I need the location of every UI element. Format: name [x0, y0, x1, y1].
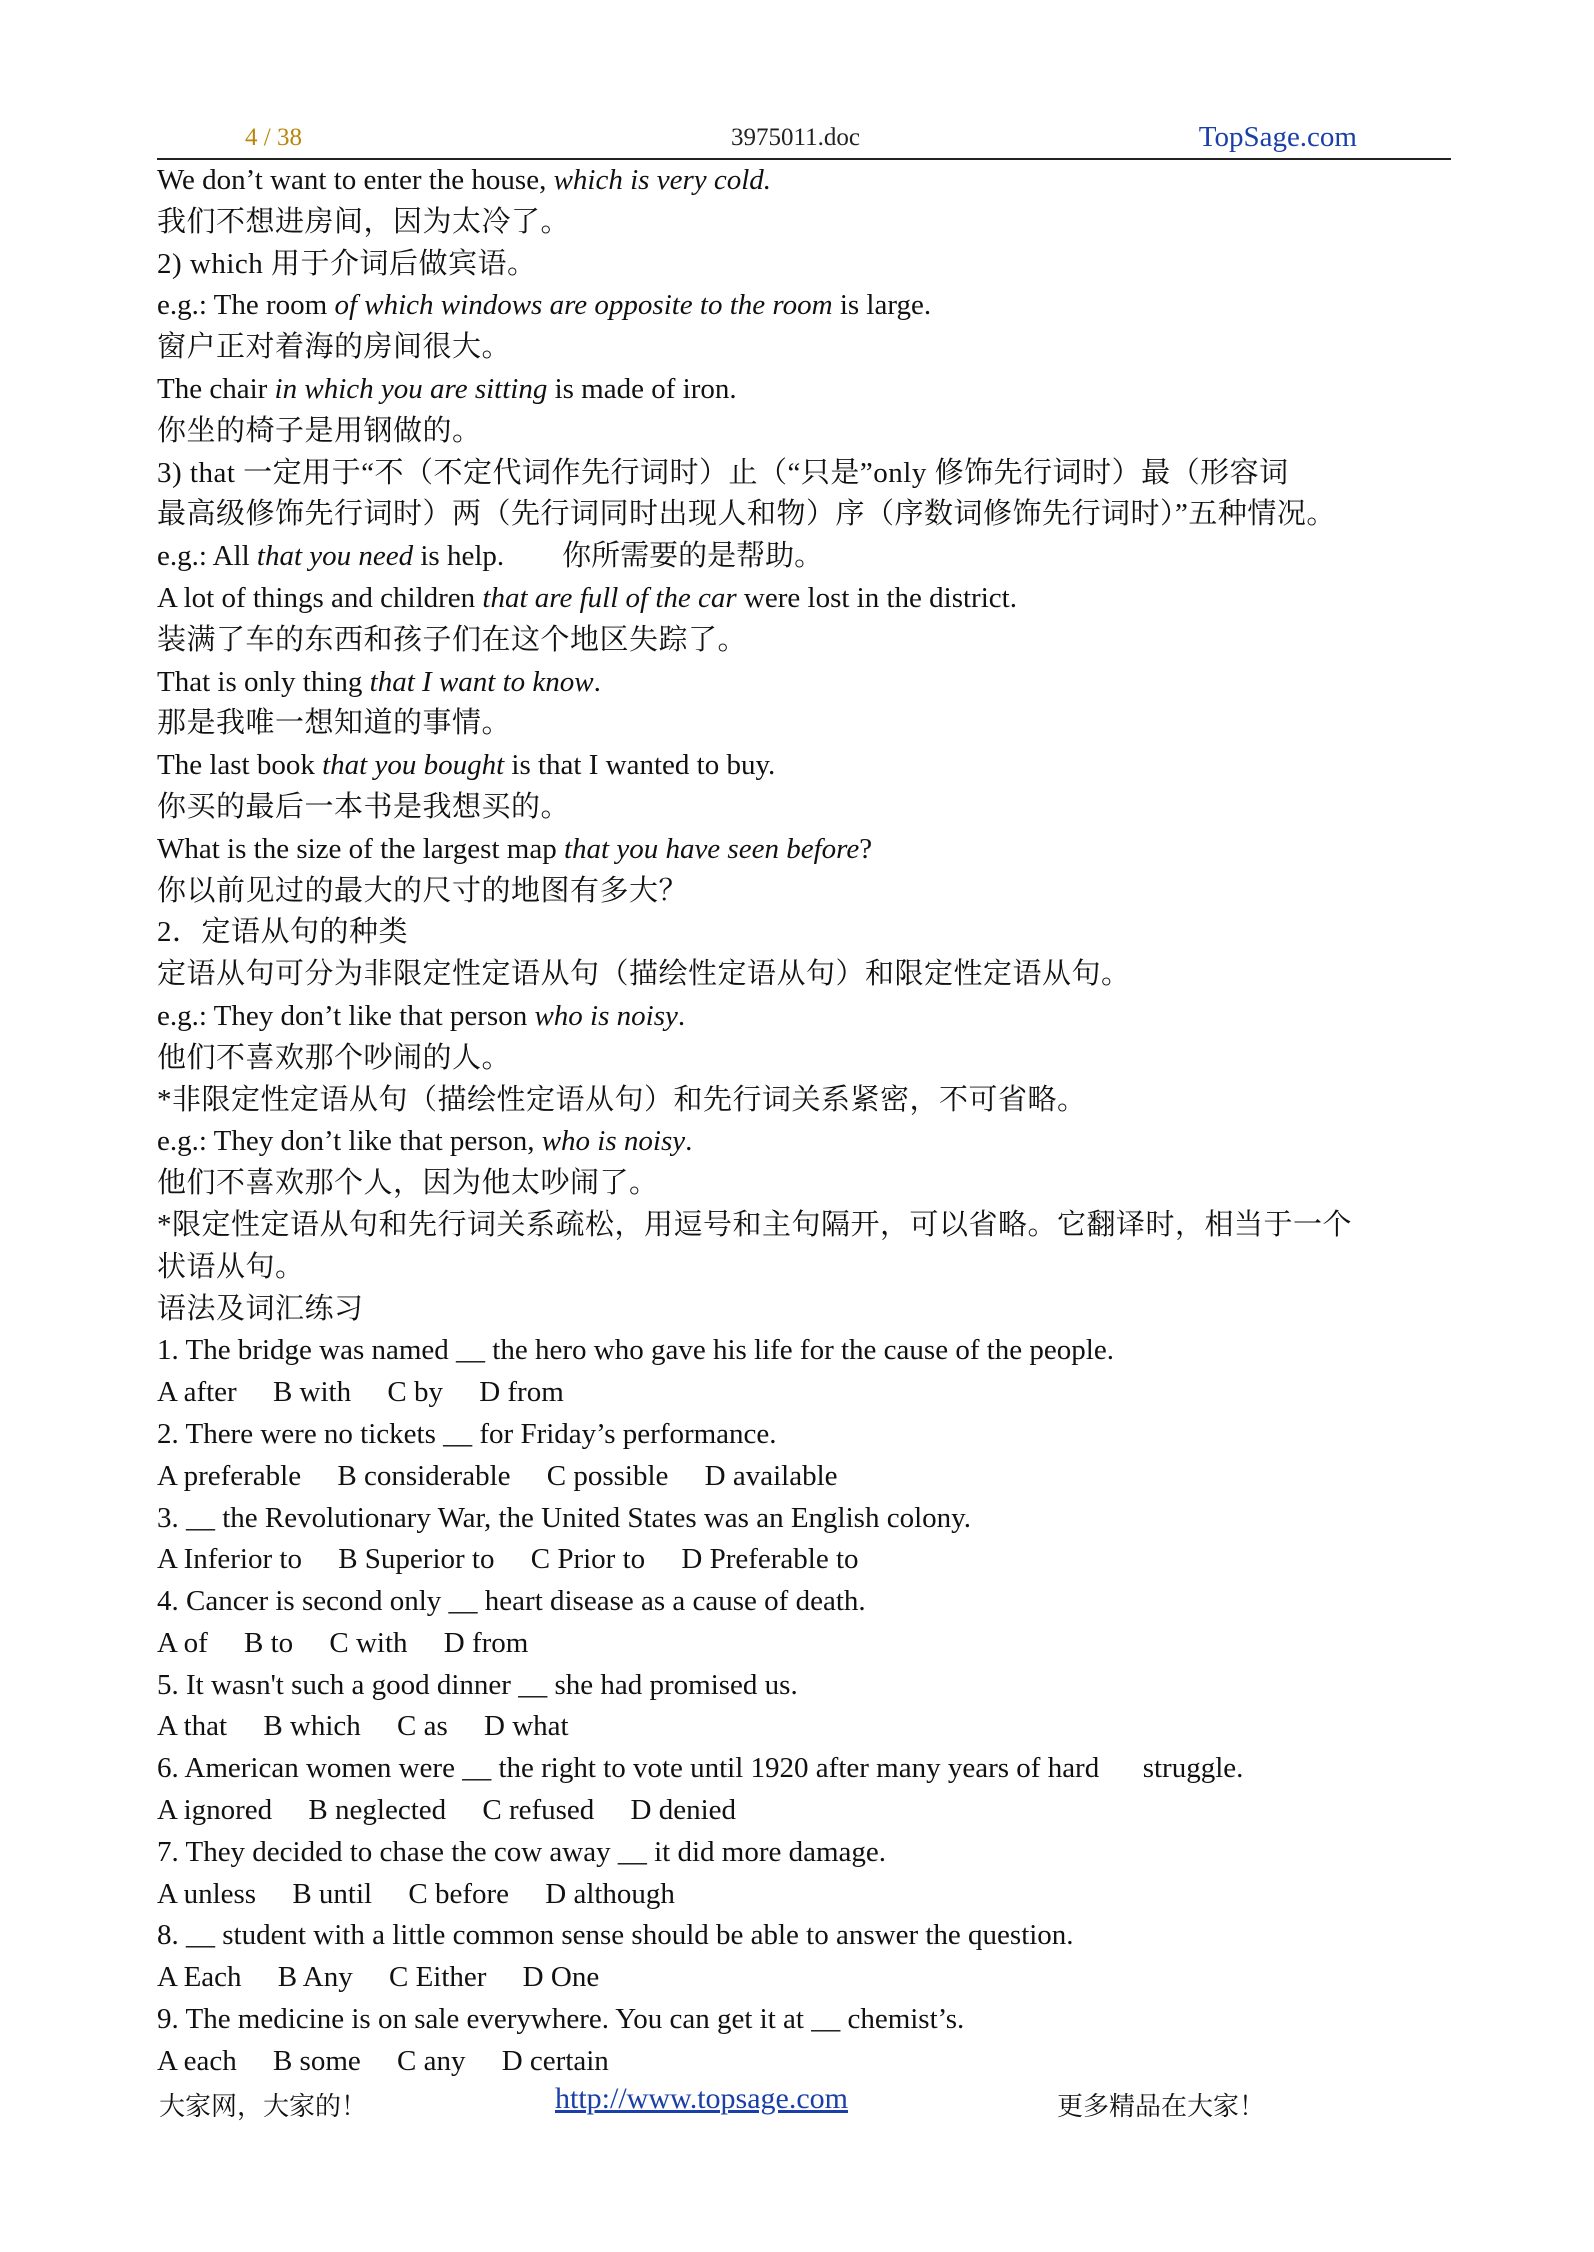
- text-run: 5. It wasn't such a good dinner __ she had promised us.: [157, 1668, 798, 1701]
- text-run: We don’t want to enter the house,: [157, 164, 554, 196]
- text-run: 窗户正对着海的房间很大。: [157, 331, 512, 364]
- text-line: [157, 160, 1457, 202]
- text-run: 他们不喜欢那个吵闹的人。: [157, 1041, 512, 1074]
- text-line: [157, 369, 1457, 411]
- text-run: *限定性定语从句和先行词关系疏松，用逗号和主句隔开，可以省略。它翻译时，相当于一个: [157, 1208, 1353, 1241]
- text-run: is help. 你所需要的是帮助。: [413, 540, 824, 573]
- text-run: A of B to C with D from: [157, 1626, 529, 1659]
- text-run: e.g.: They don’t like that person,: [157, 1125, 542, 1158]
- text-line: [157, 1915, 1457, 1957]
- text-run: e.g.: All: [157, 540, 257, 573]
- italic-clause: that I want to know: [369, 665, 594, 698]
- footer-left-text: 大家网，大家的！: [159, 2092, 368, 2121]
- text-run: 你买的最后一本书是我想买的。: [157, 790, 571, 823]
- text-line: [157, 1665, 1457, 1707]
- text-run: 1. The bridge was named __ the hero who gave his life for the cause of the people.: [157, 1334, 1114, 1367]
- italic-clause: who is noisy: [541, 1125, 686, 1158]
- text-line: [157, 453, 1457, 495]
- text-line: [157, 1498, 1457, 1540]
- italic-clause: that are full of the car: [482, 581, 737, 614]
- text-run: 你坐的椅子是用钢做的。: [157, 414, 482, 447]
- text-run: 3) that 一定用于“不（不定代词作先行词时）止（“只是”only 修饰先行词时）最（形容词: [157, 456, 1289, 489]
- text-run: 状语从句。: [157, 1250, 305, 1283]
- text-line: [157, 829, 1457, 871]
- text-run: is that I wanted to buy.: [504, 749, 776, 782]
- text-line: [157, 1289, 1457, 1331]
- italic-clause: which is very cold.: [553, 164, 772, 196]
- page-header: [157, 118, 1451, 160]
- text-line: [157, 327, 1457, 369]
- text-line: [157, 954, 1457, 996]
- page-footer: [157, 2082, 1457, 2122]
- text-line: [157, 202, 1457, 244]
- text-run: A unless B until C before D although: [157, 1877, 675, 1910]
- text-line: [157, 912, 1457, 954]
- text-run: e.g.: The room: [157, 289, 335, 322]
- text-line: [157, 2041, 1457, 2083]
- text-run: 9. The medicine is on sale everywhere. You can get it at __ chemist’s.: [157, 2003, 965, 2036]
- text-line: [157, 285, 1457, 327]
- text-run: 7. They decided to chase the cow away __ it did more damage.: [157, 1835, 887, 1868]
- text-run: A after B with C by D from: [157, 1376, 564, 1409]
- page-number: 4 / 38: [245, 124, 302, 151]
- text-run: .: [685, 1125, 693, 1158]
- text-run: 语法及词汇练习: [157, 1292, 364, 1325]
- text-run: 2．定语从句的种类: [157, 916, 409, 949]
- text-line: [157, 620, 1457, 662]
- text-line: [157, 1163, 1457, 1205]
- text-line: [157, 1790, 1457, 1832]
- text-run: 那是我唯一想知道的事情。: [157, 707, 512, 740]
- italic-clause: in which you are sitting: [274, 372, 548, 405]
- text-run: .: [677, 999, 686, 1032]
- text-line: [157, 1414, 1457, 1456]
- site-name[interactable]: TopSage.com: [1198, 121, 1357, 153]
- text-line: [157, 1456, 1457, 1498]
- text-line: [157, 1539, 1457, 1581]
- text-line: [157, 494, 1457, 536]
- text-run: e.g.: They don’t like that person: [157, 999, 535, 1032]
- text-line: [157, 662, 1457, 704]
- text-run: 他们不喜欢那个人，因为他太吵闹了。: [157, 1167, 659, 1200]
- text-run: 我们不想进房间，因为太冷了。: [157, 205, 571, 238]
- text-run: *非限定性定语从句（描绘性定语从句）和先行词关系紧密，不可省略。: [157, 1083, 1087, 1116]
- italic-clause: that you need: [256, 540, 414, 573]
- text-run: That is only thing: [157, 665, 370, 698]
- text-run: 你以前见过的最大的尺寸的地图有多大？: [157, 874, 689, 907]
- text-run: .: [593, 665, 601, 698]
- text-run: 6. American women were __ the right to vote until 1920 after many years of hard struggle.: [157, 1752, 1244, 1785]
- text-run: A lot of things and children: [157, 581, 483, 614]
- text-line: [157, 745, 1457, 787]
- text-line: [157, 1623, 1457, 1665]
- text-line: [157, 1999, 1457, 2041]
- italic-clause: who is noisy: [534, 999, 678, 1032]
- text-line: [157, 1581, 1457, 1623]
- italic-clause: that you have seen before: [563, 832, 860, 865]
- text-run: is large.: [832, 289, 932, 322]
- text-run: is made of iron.: [547, 372, 737, 405]
- document-body: [157, 160, 1457, 2083]
- text-line: [157, 1748, 1457, 1790]
- text-run: A ignored B neglected C refused D denied: [157, 1794, 737, 1827]
- text-run: 8. __ student with a little common sense should be able to answer the question.: [157, 1919, 1074, 1952]
- text-line: [157, 1121, 1457, 1163]
- text-run: The last book: [157, 749, 323, 782]
- document-filename: 3975011.doc: [731, 124, 860, 151]
- text-run: A each B some C any D certain: [157, 2044, 609, 2077]
- text-run: What is the size of the largest map: [157, 832, 564, 865]
- text-line: [157, 411, 1457, 453]
- text-line: [157, 536, 1457, 578]
- text-line: [157, 1080, 1457, 1122]
- text-line: [157, 871, 1457, 913]
- text-line: [157, 1330, 1457, 1372]
- text-line: [157, 1038, 1457, 1080]
- text-run: 4. Cancer is second only __ heart disease as a cause of death.: [157, 1585, 866, 1618]
- text-run: 3. __ the Revolutionary War, the United States was an English colony.: [157, 1501, 971, 1534]
- text-line: [157, 244, 1457, 286]
- italic-clause: that you bought: [322, 749, 505, 782]
- text-run: A preferable B considerable C possible D available: [157, 1459, 838, 1492]
- text-line: [157, 703, 1457, 745]
- footer-link[interactable]: http://www.topsage.com: [555, 2082, 849, 2115]
- text-run: ?: [859, 832, 873, 865]
- text-run: 装满了车的东西和孩子们在这个地区失踪了。: [157, 623, 748, 656]
- text-line: [157, 787, 1457, 829]
- text-line: [157, 1372, 1457, 1414]
- text-run: 2. There were no tickets __ for Friday’s performance.: [157, 1417, 777, 1450]
- text-line: [157, 996, 1457, 1038]
- text-line: [157, 1706, 1457, 1748]
- text-run: A Each B Any C Either D One: [157, 1961, 600, 1994]
- text-line: [157, 1205, 1457, 1247]
- footer-right-text: 更多精品在大家！: [1057, 2092, 1266, 2121]
- text-line: [157, 1874, 1457, 1916]
- text-run: 2) which 用于介词后做宾语。: [157, 247, 537, 280]
- text-run: A Inferior to B Superior to C Prior to D Preferable to: [157, 1543, 859, 1576]
- italic-clause: of which windows are opposite to the room: [334, 289, 833, 322]
- text-run: 定语从句可分为非限定性定语从句（描绘性定语从句）和限定性定语从句。: [157, 958, 1131, 991]
- text-line: [157, 1957, 1457, 1999]
- text-line: [157, 1832, 1457, 1874]
- text-run: were lost in the district.: [736, 581, 1017, 614]
- text-run: The chair: [157, 372, 275, 405]
- text-run: 最高级修饰先行词时）两（先行词同时出现人和物）序（序数词修饰先行词时）”五种情况。: [157, 498, 1336, 531]
- text-line: [157, 1247, 1457, 1289]
- text-run: A that B which C as D what: [157, 1710, 569, 1743]
- text-line: [157, 578, 1457, 620]
